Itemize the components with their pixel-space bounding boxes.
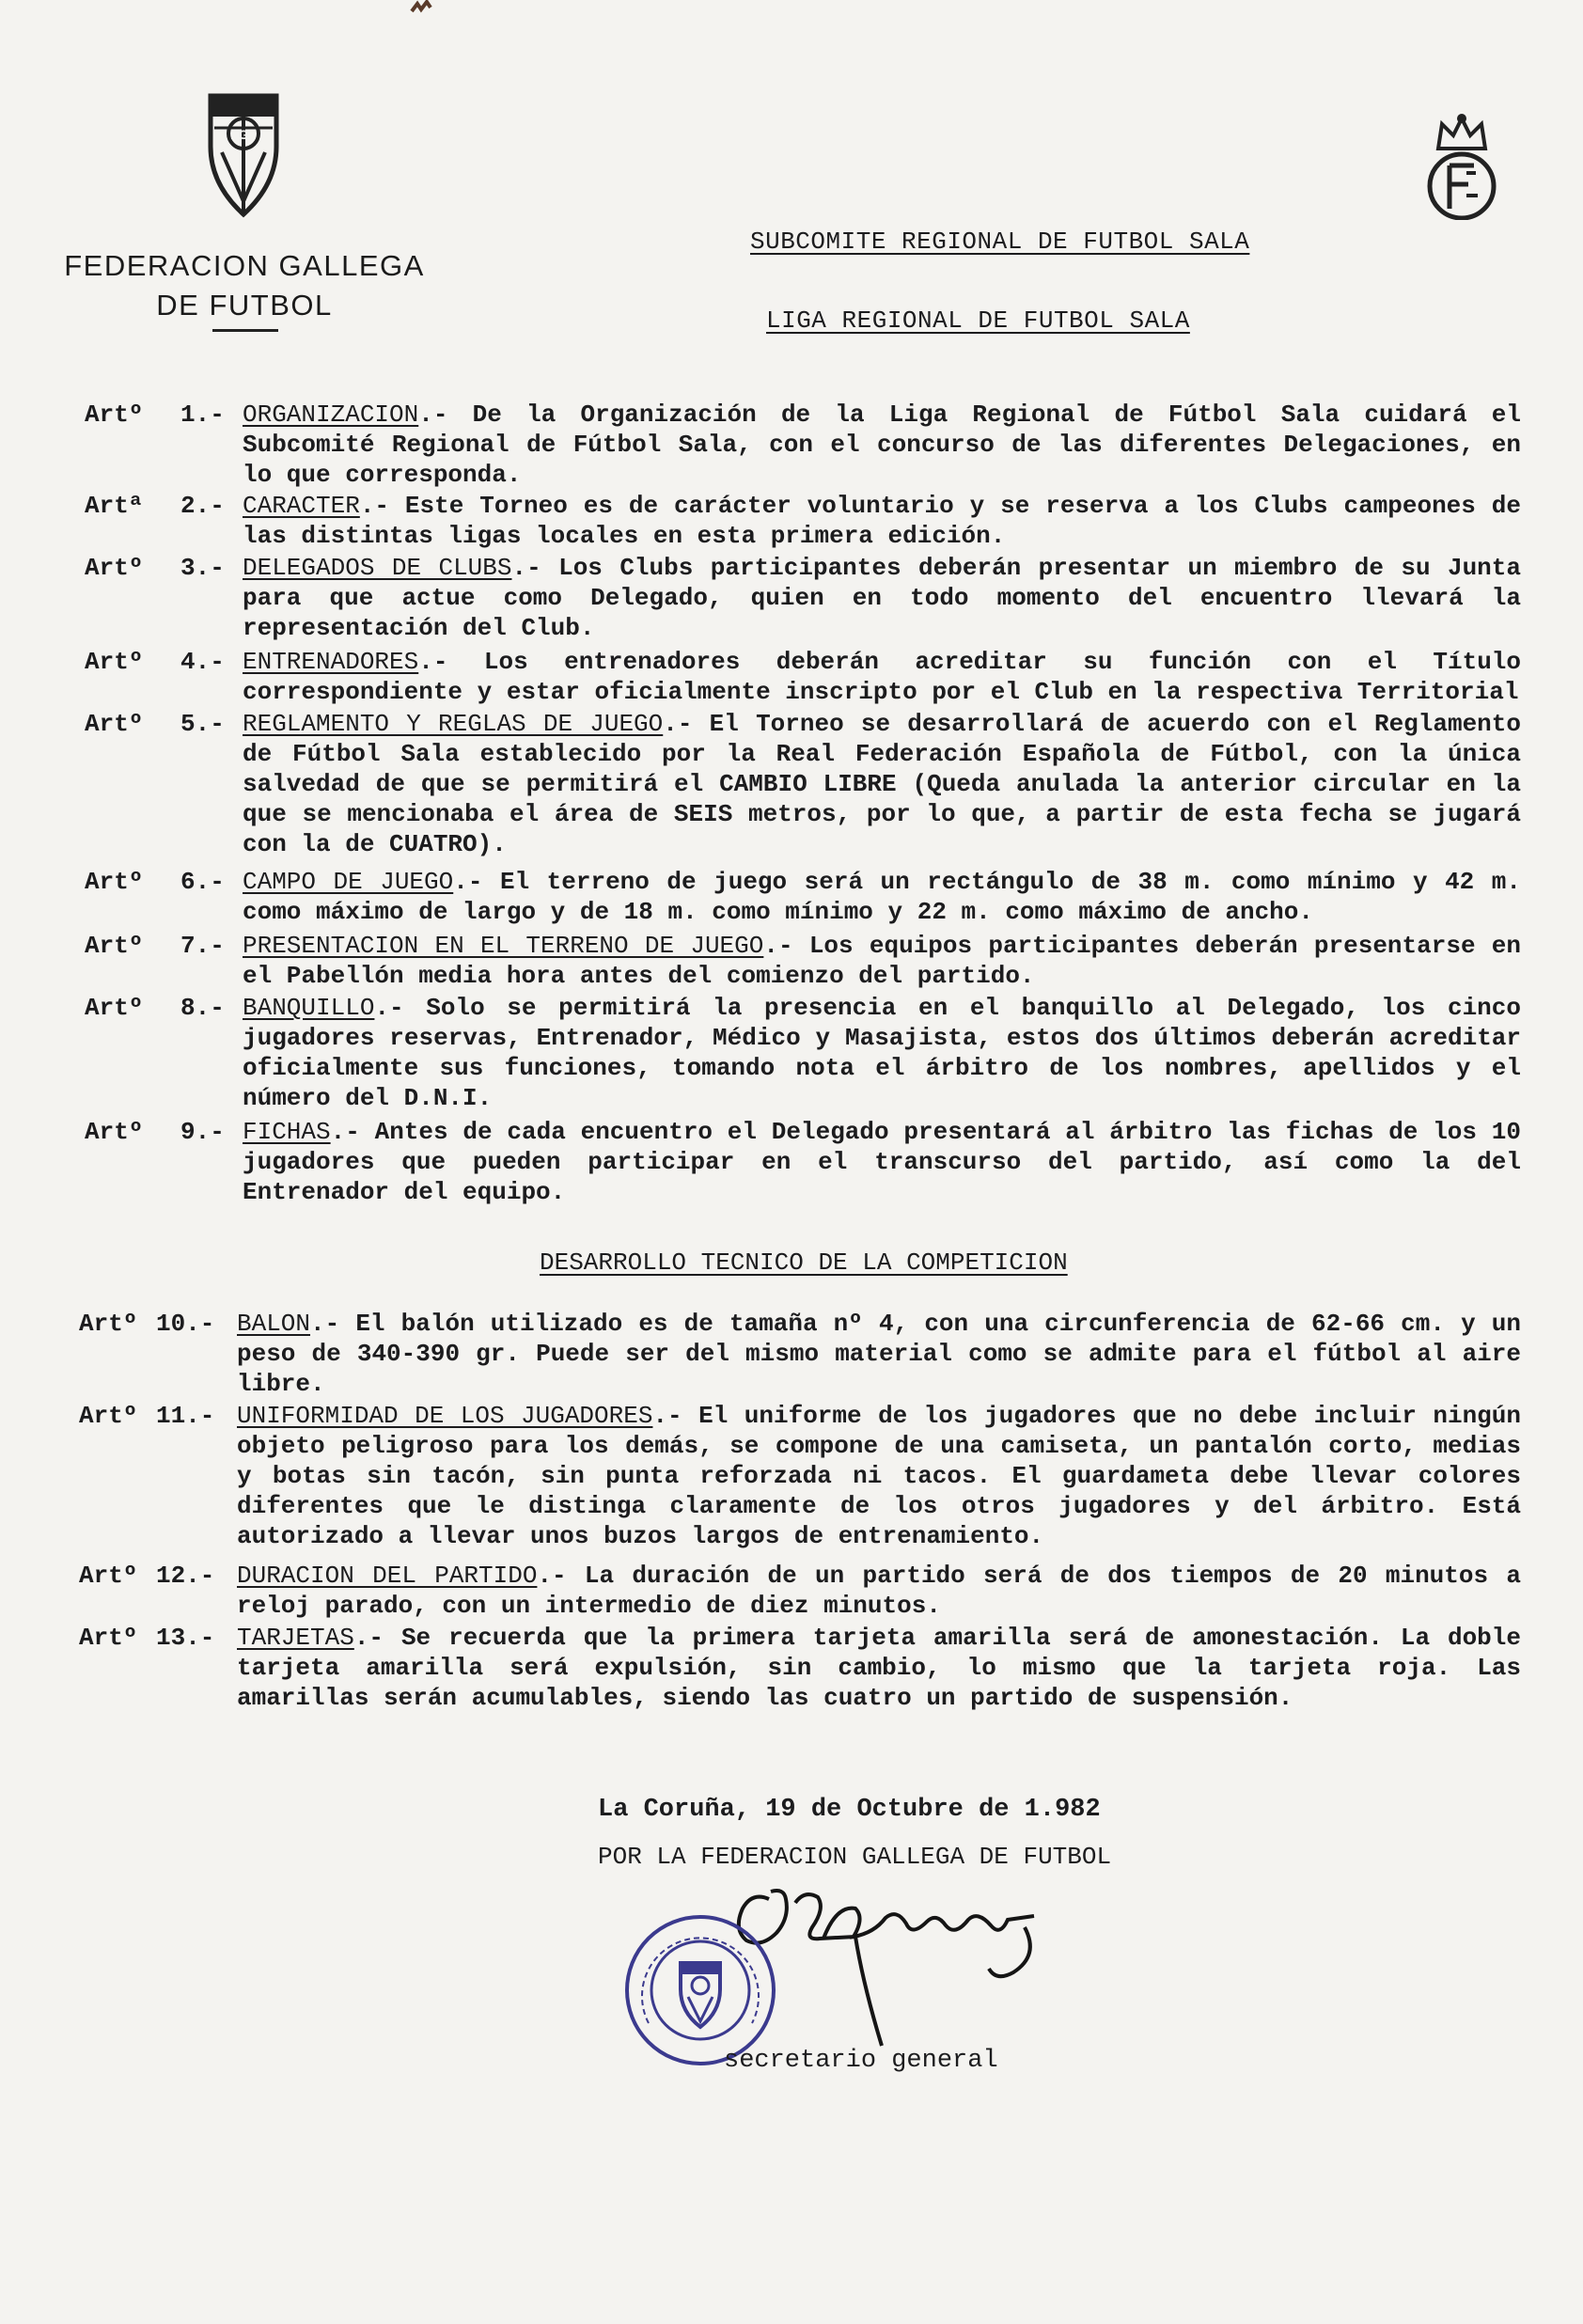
section-heading: DESARROLLO TECNICO DE LA COMPETICION [540, 1248, 1068, 1277]
article-body: .- Este Torneo es de carácter voluntario y se reserva a los Clubs campeones de las distintas ligas locales en esta primera edición. [243, 492, 1521, 550]
fgf-shield-icon [205, 90, 282, 220]
article-label: Artº [85, 710, 144, 738]
article-body: .- Antes de cada encuentro el Delegado presentará al árbitro las fichas de los 10 jugadores que pueden participar en el transcurso del partido, así como la del Entrenador del equipo. [243, 1118, 1521, 1206]
federation-name-line1: FEDERACION GALLEGA [64, 249, 425, 282]
federation-name [47, 246, 442, 325]
article-title: FICHAS [243, 1118, 331, 1146]
article-number: 5.- [180, 710, 225, 738]
article-number: 2.- [180, 492, 225, 520]
article-label: Artº [79, 1310, 138, 1338]
ink-mark-icon [408, 0, 434, 15]
article-label: Artº [79, 1402, 138, 1430]
article-title: TARJETAS [237, 1624, 354, 1652]
article-number: 6.- [180, 868, 225, 896]
article-number: 11.- [156, 1402, 215, 1430]
federation-name-rule [212, 329, 278, 332]
article-title: CAMPO DE JUEGO [243, 868, 454, 896]
article-label: Artº [79, 1624, 138, 1652]
article-title: REGLAMENTO Y REGLAS DE JUEGO [243, 710, 664, 738]
article-body: .- El balón utilizado es de tamaña nº 4, con una circunferencia de 62-66 cm. y un peso de 340-390 gr. Puede ser del mismo material como se admite para el fútbol al aire libre. [237, 1310, 1521, 1398]
signatory-title: secretario general [724, 2047, 998, 2075]
article-body: .- Solo se permitirá la presencia en el banquillo al Delegado, los cinco jugadores reservas, Entrenador, Médico y Masajista, estos dos últimos deberán acreditar oficialmente sus funciones, tomando nota el árbitro de los nombres, apellidos y el número del D.N.I. [243, 994, 1521, 1112]
article-body: .- La duración de un partido será de dos tiempos de 20 minutos a reloj parado, con un intermedio de diez minutos. [237, 1562, 1521, 1620]
svg-text:FGF: FGF [230, 127, 257, 142]
article-body: .- Los equipos participantes deberán presentarse en el Pabellón media hora antes del comienzo del partido. [243, 932, 1522, 990]
article-label: Artº [85, 554, 144, 582]
article-title: BALON [237, 1310, 311, 1338]
crown-emblem-icon [1421, 111, 1502, 220]
article-title: DELEGADOS DE CLUBS [243, 554, 512, 582]
article-body: .- El Torneo se desarrollará de acuerdo con el Reglamento de Fútbol Sala establecido por la Real Federación Española de Fútbol, con la única salvedad de que se permitirá el CAMBIO LIBRE (Queda anulada la anterior circular en la que se mencionaba el área de SEIS metros, por lo que, a partir de esta fecha se jugará con la de CUATRO). [243, 710, 1521, 858]
article-number: 7.- [180, 932, 225, 960]
article-label: Artº [85, 400, 144, 429]
article-title: DURACION DEL PARTIDO [237, 1562, 538, 1590]
article-body: .- El terreno de juego será un rectángulo de 38 m. como mínimo y 42 m. como máximo de largo y de 18 m. como mínimo y 22 m. como máximo de ancho. [243, 868, 1521, 926]
article-body: .- Los entrenadores deberán acreditar su función con el Título correspondiente y estar oficialmente inscripto por el Club en la respectiva Territorial [243, 648, 1521, 706]
article-label: Artº [85, 648, 144, 676]
article-body: .- De la Organización de la Liga Regional de Fútbol Sala cuidará el Subcomité Regional de Fútbol Sala, con el concurso de las diferentes Delegaciones, en lo que corresponda. [243, 400, 1521, 489]
article-label: Artº [85, 994, 144, 1022]
article-title: PRESENTACION EN EL TERRENO DE JUEGO [243, 932, 764, 960]
article-number: 4.- [180, 648, 225, 676]
subcommittee-title: SUBCOMITE REGIONAL DE FUTBOL SALA [750, 228, 1250, 256]
on-behalf-line: POR LA FEDERACION GALLEGA DE FUTBOL [598, 1843, 1112, 1871]
article-number: 13.- [156, 1624, 215, 1652]
article-number: 12.- [156, 1562, 215, 1590]
article-label: Artª [85, 492, 144, 520]
article-body: .- Se recuerda que la primera tarjeta amarilla será de amonestación. La doble tarjeta amarilla será expulsión, sin cambio, lo mismo que la tarjeta roja. Las amarillas serán acumulables, siendo las cuatro un partido de suspensión. [237, 1624, 1521, 1712]
article-title: BANQUILLO [243, 994, 375, 1022]
federation-name-line2: DE FUTBOL [156, 289, 333, 322]
article-label: Artº [85, 1118, 144, 1146]
article-label: Artº [85, 932, 144, 960]
article-label: Artº [85, 868, 144, 896]
article-title: UNIFORMIDAD DE LOS JUGADORES [237, 1402, 653, 1430]
article-title: ENTRENADORES [243, 648, 419, 676]
place-date: La Coruña, 19 de Octubre de 1.982 [598, 1796, 1101, 1824]
article-body: .- El uniforme de los jugadores que no debe incluir ningún objeto peligroso para los demás, se compone de una camiseta, un pantalón corto, medias y botas sin tacón, sin punta reforzada ni tacos. El guardameta debe llevar colores diferentes que le distinga claramente de los otros jugadores y del árbitro. Está autorizado a llevar unos buzos largos de entrenamiento. [237, 1402, 1521, 1550]
article-title: ORGANIZACION [243, 400, 419, 429]
article-number: 9.- [180, 1118, 225, 1146]
league-title: LIGA REGIONAL DE FUTBOL SALA [766, 306, 1190, 335]
article-number: 1.- [180, 400, 225, 429]
article-label: Artº [79, 1562, 138, 1590]
article-title: CARACTER [243, 492, 360, 520]
article-number: 10.- [156, 1310, 215, 1338]
article-body: .- Los Clubs participantes deberán presentar un miembro de su Junta para que actue como Delegado, quien en todo momento del encuentro llevará la representación del Club. [243, 554, 1521, 642]
article-number: 8.- [180, 994, 225, 1022]
article-number: 3.- [180, 554, 225, 582]
